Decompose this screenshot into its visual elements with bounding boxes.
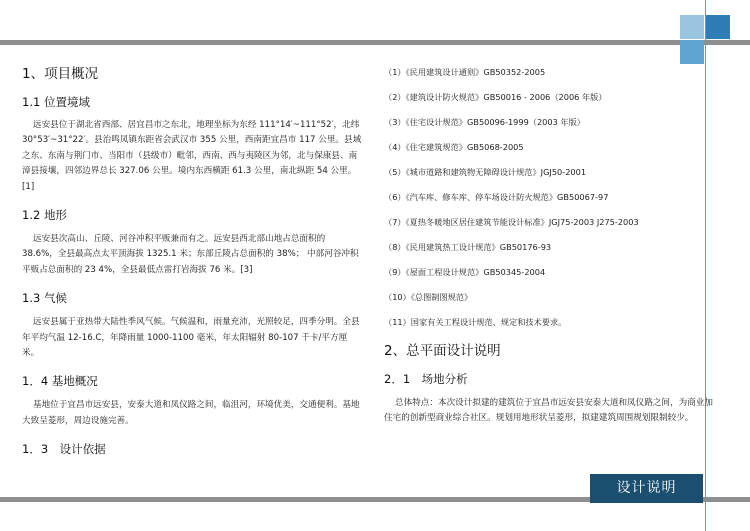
reference-item: （4）《住宅建筑规范》GB5068-2005 (384, 142, 524, 152)
reference-item: （7）《夏热冬暖地区居住建筑节能设计标准》JGJ75-2003 J275-2003 (384, 217, 639, 227)
reference-item: （5）《城市道路和建筑物无障碍设计规范》JGJ50-2001 (384, 167, 587, 177)
paragraph-climate: 远安县属于亚热带大陆性季风气候。气候温和，雨量充沛，光照较足，四季分明。全县年平均气温 12-16.C，年降雨量 1000-1100 毫米，年太阳辐射 80-107 千卡/平方厘米。 (22, 317, 360, 359)
heading-location: 1.1 位置境域 (22, 95, 90, 109)
reference-item: （8）《民用建筑热工设计规范》GB50176-93 (384, 242, 552, 252)
heading-site: 1．4 基地概况 (22, 374, 98, 389)
corner-square-dark (706, 15, 730, 39)
left-column (22, 62, 362, 457)
reference-item: （10）《总图制图规范》 (384, 292, 473, 302)
top-rule (0, 40, 750, 45)
reference-item: （2）《建筑设计防火规范》GB50016 - 2006（2006 年版） (384, 92, 607, 102)
footer-label: 设计说明 (590, 474, 703, 503)
paragraph-location: 远安县位于湖北省西部、居宜昌市之东北，地理坐标为东经 111°14′~111°52′，北纬 30°53′~31°22′。县治鸣凤镇东距省会武汉市 355 公里，西南距宜昌市 117 公里。县域之东、东南与荆门市、当阳市（县级市）毗邻，西南、西与夷陵区为邻，北与保康县、南漳县接壤，四邻边界总长 327.06 公里。境内东西横距 61.3 公里，南北纵距 54 公里。[1] (22, 120, 362, 192)
heading-site-analysis: 2．1 场地分析 (384, 372, 468, 386)
reference-item: （11）国家有关工程设计规范、规定和技术要求。 (384, 317, 567, 327)
reference-item: （6）《汽车库、修车库、停车场设计防火规范》GB50067-97 (384, 192, 609, 202)
paragraph-site: 基地位于宜昌市远安县，安泰大道和凤仪路之间，临沮河，环境优美，交通便利。基地大致呈菱形，周边设施完善。 (22, 400, 360, 426)
right-column (384, 62, 714, 427)
heading-site-plan: 2、总平面设计说明 (384, 343, 501, 359)
heading-terrain: 1.2 地形 (22, 208, 67, 223)
heading-climate: 1.3 气候 (22, 291, 67, 306)
reference-item: （1）《民用建筑设计通则》GB50352-2005 (384, 67, 546, 77)
paragraph-terrain: 远安县次高山、丘陵、河谷冲积平贩兼而有之。远安县西北部山地占总面积的 38.6%，全县最高点太平顶海拔 1325.1 米；东部丘陵占总面积的 38%； 中部河谷冲积平贩占总面积的 23 4%，全县最低点雷打岩海拔 76 米。[3] (22, 234, 359, 275)
corner-square-mid (680, 40, 704, 64)
reference-item: （9）《屋面工程设计规范》GB50345-2004 (384, 267, 546, 277)
corner-square-light (680, 15, 704, 39)
heading-project: 1、项目概况 (22, 66, 99, 82)
heading-basis: 1．3 设计依据 (22, 442, 106, 457)
reference-list (384, 62, 714, 332)
reference-item: （3）《住宅设计规范》GB50096-1999（2003 年版） (384, 117, 585, 127)
paragraph-site-analysis: 总体特点：本次设计拟建的建筑位于宜昌市远安县安泰大道和凤仪路之间，为商业加住宅的创新型商业综合社区。规划用地形状呈菱形，拟建建筑周围规划限制较少。 (384, 398, 713, 424)
